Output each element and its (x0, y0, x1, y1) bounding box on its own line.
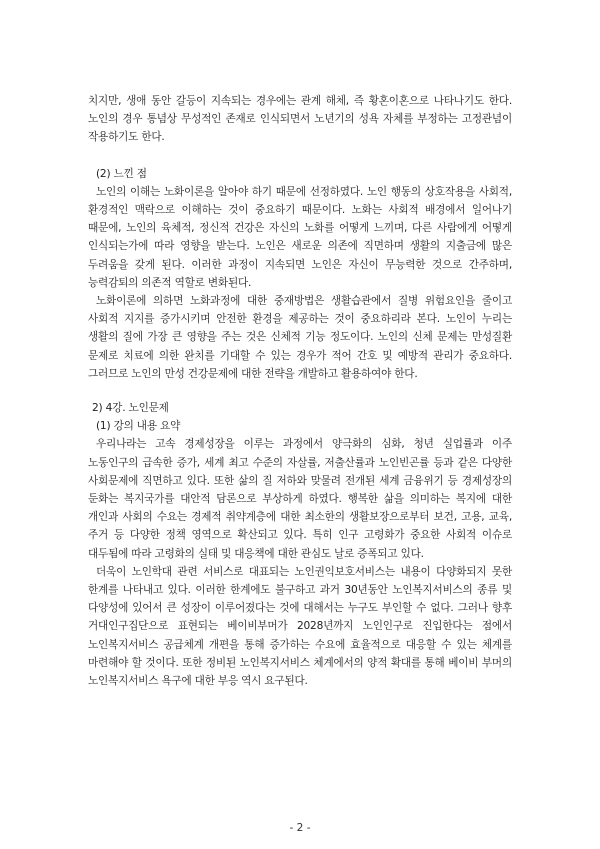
spacer (88, 383, 512, 399)
section-heading-lecture-4: 2) 4강. 노인문제 (92, 402, 169, 415)
paragraph-summary-2: 더욱이 노인학대 관련 서비스로 대표되는 노인권익보호서비스는 내용이 다양화되지 못한 한계를 나타내고 있다. 이러한 한계에도 불구하고 과거 30년동안 노인복지서비스의 종류 및 다양성에 있어서 큰 성장이 이루어졌다는 것에 대해서는 누구도 부인할 수 없다. 그러나 향후 거대인구집단으로 표현되는 베이비부머가 2028년까지 노인인구로 진입한다는 점에서 노인복지서비스 공급체계 개편을 통해 증가하는 수요에 효율적으로 대응할 수 있는 체계를 마련해야 할 것이다. 또한 정비된 노인복지서비스 체계에서의 양적 확대를 통해 베이비 부머의 노인복지서비스 욕구에 대한 부응 역시 요구된다. (88, 565, 512, 688)
paragraph-impressions-2: 노화이론에 의하면 노화과정에 대한 중재방법은 생활습관에서 질병 위험요인을 줄이고 사회적 지지를 증가시키며 안전한 환경을 제공하는 것이 중요하리라 본다. 노인이 누리는 생활의 질에 가장 큰 영향을 주는 것은 신체적 기능 정도이다. 노인의 신체 문제는 만성질환 문제로 치료에 의한 완치를 기대할 수 있는 경우가 적어 간호 및 예방적 관리가 중요하다. 그러므로 노인의 만성 건강문제에 대한 전략을 개발하고 활용하여야 한다. (88, 295, 512, 380)
document-body (88, 92, 512, 690)
page-number: - 2 - (289, 822, 311, 834)
spacer (88, 147, 512, 165)
paragraph-summary-1: 우리나라는 고속 경제성장을 이루는 과정에서 양극화의 심화, 청년 실업률과 이주 노동인구의 급속한 증가, 세계 최고 수준의 자살률, 저출산률과 노인빈곤률 등과 같은 다양한 사회문제에 직면하고 있다. 또한 삶의 질 저하와 맞물려 전개된 세계 금융위기 등 경제성장의 둔화는 복지국가를 대안적 담론으로 부상하게 하였다. 행복한 삶을 의미하는 복지에 대한 개인과 사회의 수요는 경제적 취약계층에 대한 최소한의 생활보장으로부터 보건, 고용, 교육, 주거 등 다양한 정책 영역으로 확산되고 있다. 특히 인구 고령화가 중요한 사회적 이슈로 대두됨에 따라 고령화의 실태 및 대응책에 대한 관심도 날로 증폭되고 있다. (88, 438, 512, 560)
subheading-lecture-summary: (1) 강의 내용 요약 (96, 420, 181, 433)
paragraph-impressions-1: 노인의 이해는 노화이론을 알아야 하기 때문에 선정하였다. 노인 행동의 상호작용을 사회적, 환경적인 맥락으로 이해하는 것이 중요하기 때문이다. 노화는 사회적 배경에서 일어나기 때문에, 노인의 육체적, 정신적 건강은 자신의 노화를 어떻게 느끼며, 다른 사람에게 어떻게 인식되는가에 따라 영향을 받는다. 노인은 새로운 의존에 직면하며 생활의 지출금에 많은 두려움을 갖게 된다. 이러한 과정이 지속되면 노인은 자신이 무능력한 것으로 간주하며, 능력감퇴의 의존적 역할로 변화된다. (88, 185, 512, 289)
subheading-impressions: (2) 느낀 점 (96, 167, 147, 180)
paragraph-continuation: 치지만, 생애 동안 갈등이 지속되는 경우에는 관계 해체, 즉 황혼이혼으로 나타나기도 한다. 노인의 경우 통념상 무성적인 존재로 인식되면서 노년기의 성욕 자체를 부정하는 고정관념이 작용하기도 한다. (88, 95, 512, 144)
